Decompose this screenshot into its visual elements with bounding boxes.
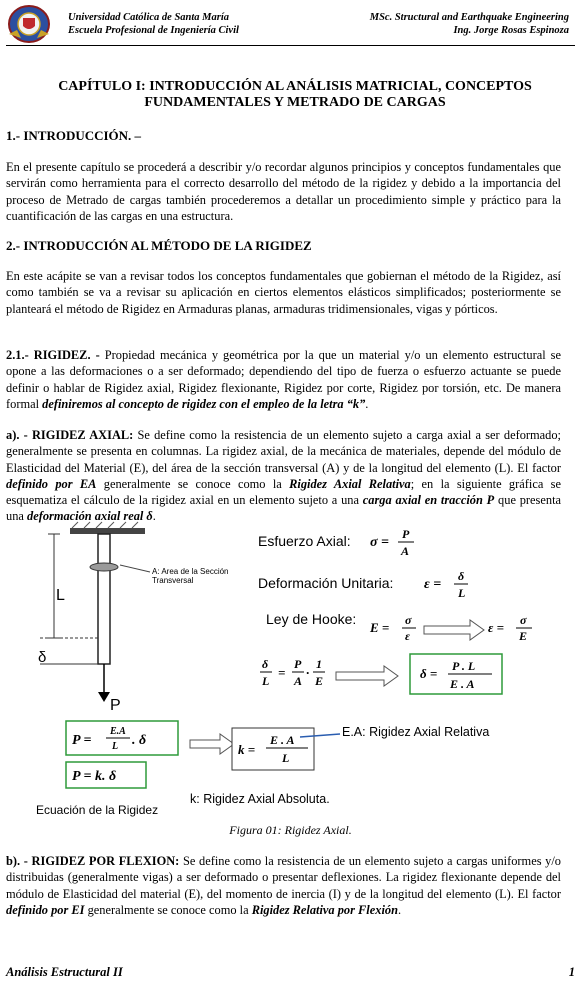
area-label-2: Transversal bbox=[152, 576, 194, 585]
flexural-text-2: generalmente se conoce como la bbox=[84, 902, 252, 917]
fixed-support bbox=[70, 522, 145, 534]
university-name: Universidad Católica de Santa María bbox=[68, 12, 230, 23]
svg-text:E: E bbox=[315, 674, 324, 688]
svg-text:δ =: δ = bbox=[420, 666, 438, 681]
chapter-title-line1: CAPÍTULO I: INTRODUCCIÓN AL ANÁLISIS MATRICIAL, CONCEPTOS bbox=[58, 79, 532, 94]
stress-label: Esfuerzo Axial: bbox=[258, 533, 351, 549]
axial-text-4: que presenta una bbox=[6, 493, 562, 524]
svg-text:A: A bbox=[294, 674, 303, 688]
section-2-1-emphasis: definiremos al concepto de rigidez con el empleo de la letra “k” bbox=[42, 396, 366, 411]
svg-text:A: A bbox=[401, 544, 410, 558]
area-label-1: A: Area de la Sección bbox=[152, 567, 229, 576]
ea-label: E.A: Rigidez Axial Relativa bbox=[342, 725, 490, 739]
axial-emph-3: carga axial en tracción P bbox=[362, 493, 495, 508]
svg-text:ε =: ε = bbox=[424, 577, 442, 592]
svg-text:σ: σ bbox=[405, 613, 412, 627]
header-divider bbox=[6, 45, 575, 46]
flexural-text-3: . bbox=[397, 902, 402, 917]
section-2-heading: 2.- INTRODUCCIÓN AL MÉTODO DE LA RIGIDEZ bbox=[6, 238, 312, 253]
svg-text:L: L bbox=[112, 741, 119, 752]
chapter-title bbox=[30, 79, 560, 111]
axial-member bbox=[98, 534, 110, 664]
chapter-title-line2: FUNDAMENTALES Y METRADO DE CARGAS bbox=[144, 95, 446, 110]
axial-emph-1: definido por EA bbox=[6, 476, 97, 491]
axial-stiffness-lead: a). - RIGIDEZ AXIAL: bbox=[6, 428, 134, 442]
stiffness-equation-label: Ecuación de la Rigidez bbox=[36, 803, 159, 817]
delta-label: δ bbox=[38, 649, 47, 666]
svg-text:P = k. δ: P = k. δ bbox=[72, 769, 117, 784]
figure-caption: Figura 01: Rigidez Axial. bbox=[229, 823, 352, 837]
section-1-heading: 1.- INTRODUCCIÓN. – bbox=[6, 128, 142, 143]
university-logo-icon bbox=[7, 4, 51, 44]
program-name: MSc. Structural and Earthquake Engineering bbox=[369, 12, 569, 23]
svg-text:L: L bbox=[282, 751, 290, 765]
svg-text:E: E bbox=[519, 629, 528, 643]
svg-text:P: P bbox=[402, 527, 410, 541]
page-footer bbox=[6, 965, 575, 980]
svg-text:σ: σ bbox=[520, 613, 527, 627]
axial-text-1: Se define como la resistencia de un elemento sujeto a carga axial a ser deformado; generalmente se presenta en columnas. La rigidez axial, de la mecánica de materiales, depende del módulo de Elasticidad del Material (E), del área de la sección transversal (A) y de la longitud del elemento (L). El factor bbox=[6, 428, 561, 475]
school-name: Escuela Profesional de Ingeniería Civil bbox=[68, 25, 239, 36]
svg-text:ε: ε bbox=[405, 629, 410, 643]
implies-arrow-3 bbox=[190, 734, 234, 754]
flexural-stiffness-paragraph bbox=[6, 853, 561, 918]
axial-emph-2: Rigidez Axial Relativa bbox=[289, 476, 411, 491]
svg-text:E.A: E.A bbox=[110, 726, 126, 737]
svg-text:σ =: σ = bbox=[370, 535, 390, 550]
svg-text:P: P bbox=[294, 657, 302, 671]
svg-text:. δ: . δ bbox=[132, 733, 147, 748]
implies-arrow-2 bbox=[336, 666, 398, 686]
page-number: 1 bbox=[568, 965, 575, 979]
implies-arrow-1 bbox=[424, 620, 484, 640]
k-label: k: Rigidez Axial Absoluta. bbox=[190, 792, 330, 806]
svg-text:P =: P = bbox=[72, 733, 92, 748]
section-1-paragraph: En el presente capítulo se procederá a describir y/o recordar algunos principios y conceptos fundamentales que servirán como herramienta para el correcto desarrollo del método de la rigidez y debido a la importancia del proceso de Metrado de cargas también procederemos a detallar un procedimiento simple y práctico para la cuantificación de las cargas en una estructura. bbox=[6, 160, 561, 223]
section-2-1-text: Propiedad mecánica y geométrica por la que un material y/o un elemento estructural se opone a las deformaciones o a ser deformado; dependiendo del tipo de fuerza o esfuerzo actuante se puede definir o hablar de Rigidez axial, Rigidez flexionante, Rigidez por corte, Rigidez por torsión, etc. De manera formal bbox=[6, 348, 561, 411]
flexural-emph-1: definido por EI bbox=[6, 902, 85, 917]
axial-stiffness-figure bbox=[36, 520, 560, 830]
page-header bbox=[0, 8, 581, 48]
svg-text:δ: δ bbox=[262, 657, 269, 671]
axial-text-2: generalmente se conoce como la bbox=[96, 476, 290, 491]
svg-text:1: 1 bbox=[316, 657, 322, 671]
cross-section-leader bbox=[120, 565, 150, 572]
flexural-text-1: Se define como la resistencia de un elemento sujeto a cargas uniformes y/o distribuidas (generalmente vigas) a ser deformado o presentar deflexiones. La rigidez flexionante depende del módulo de Elasticidad del material (E), del momento de inercia (I) y de la longitud del elemento (L). El factor bbox=[6, 854, 562, 901]
svg-text:E =: E = bbox=[370, 620, 390, 635]
svg-text:E . A: E . A bbox=[450, 677, 475, 691]
svg-text:δ: δ bbox=[458, 569, 465, 583]
author-name: Ing. Jorge Rosas Espinoza bbox=[453, 25, 569, 36]
svg-text:E . A: E . A bbox=[270, 733, 295, 747]
load-label: P bbox=[110, 697, 121, 714]
course-name: Análisis Estructural II bbox=[6, 965, 123, 979]
flexural-stiffness-lead: b). - RIGIDEZ POR FLEXION: bbox=[6, 854, 180, 868]
axial-text-3: ; en la siguiente gráfica se esquematiza el cálculo de la rigidez axial en un elemento sujeto a una bbox=[6, 476, 561, 508]
svg-text:ε =: ε = bbox=[488, 620, 504, 635]
length-label: L bbox=[56, 587, 65, 604]
axial-stiffness-paragraph bbox=[6, 427, 561, 525]
axial-text-5: . bbox=[152, 509, 156, 524]
section-2-1-paragraph bbox=[6, 347, 561, 412]
section-2-1-lead: 2.1.- RIGIDEZ. - bbox=[6, 348, 100, 362]
section-2-1-end: . bbox=[365, 396, 369, 411]
cross-section-ellipse bbox=[90, 563, 118, 571]
axial-emph-4: deformación axial real δ bbox=[27, 509, 153, 524]
hooke-label: Ley de Hooke: bbox=[266, 611, 357, 627]
flexural-emph-2: Rigidez Relativa por Flexión bbox=[251, 902, 398, 917]
svg-text:L: L bbox=[262, 674, 270, 688]
section-2-paragraph: En este acápite se van a revisar todos los conceptos fundamentales que gobiernan el método de la Rigidez, así como también se va a revisar su aplicación en ciertos elementos elásticos simplificados; posteriormente se planteará el método de Rigidez en Armaduras planas, armaduras tridimensionales, vigas y pórticos. bbox=[6, 269, 561, 316]
svg-text:·: · bbox=[306, 665, 310, 680]
svg-text:k =: k = bbox=[238, 742, 256, 757]
svg-text:L: L bbox=[458, 586, 466, 600]
svg-text:P . L: P . L bbox=[452, 659, 476, 673]
svg-text:=: = bbox=[278, 665, 286, 680]
strain-label: Deformación Unitaria: bbox=[258, 575, 394, 591]
